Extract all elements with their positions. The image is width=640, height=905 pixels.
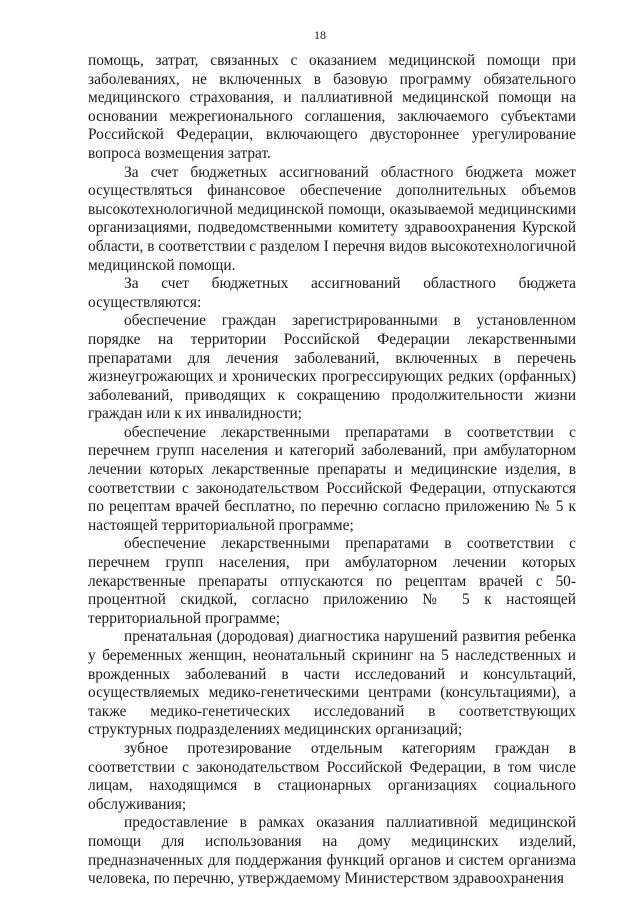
paragraph-3: За счет бюджетных ассигнований областного бюджета осуществляются: bbox=[88, 275, 576, 311]
paragraph-4: обеспечение граждан зарегистрированными в установленном порядке на территории Российской Федерации лекарственными препаратами для лечения заболеваний, включенных в перечень жизнеугрожающих и хронических прогрессирующих редких (орфанных) заболеваний, приводящих к сокращению продолжительности жизни граждан или к их инвалидности; bbox=[88, 312, 576, 423]
paragraph-2: За счет бюджетных ассигнований областного бюджета может осуществляться финансовое обеспечение дополнительных объемов высокотехнологичной медицинской помощи, оказываемой медицинскими организациями, подведомственными комитету здравоохранения Курской области, в соответствии с разделом I перечня видов высокотехнологичной медицинской помощи. bbox=[88, 163, 576, 274]
page-number: 18 bbox=[314, 28, 326, 42]
paragraph-8: зубное протезирование отдельным категориям граждан в соответствии с законодательством Российской Федерации, в том числе лицам, находящимся в стационарных организациях социального обслуживания; bbox=[88, 739, 576, 813]
paragraph-7: пренатальная (дородовая) диагностика нарушений развития ребенка у беременных женщин, неонатальный скрининг на 5 наследственных и врожденных заболеваний в части исследований и консультаций, осуществляемых медико-генетическими центрами (консультациями), а также медико-генетических исследований в соответствующих структурных подразделениях медицинских организаций; bbox=[88, 628, 576, 739]
paragraph-9: предоставление в рамках оказания паллиативной медицинской помощи для использования на дому медицинских изделий, предназначенных для поддержания функций органов и систем организма человека, по перечню, утверждаемому Министерством здравоохранения bbox=[88, 814, 576, 888]
paragraph-5: обеспечение лекарственными препаратами в соответствии с перечнем групп населения и категорий заболеваний, при амбулаторном лечении которых лекарственные препараты и медицинские изделия, в соответствии с законодательством Российской Федерации, отпускаются по рецептам врачей бесплатно, по перечню согласно приложению № 5 к настоящей территориальной программе; bbox=[88, 423, 576, 534]
paragraph-6: обеспечение лекарственными препаратами в соответствии с перечнем групп населения, при амбулаторном лечении которых лекарственные препараты отпускаются по рецептам врачей с 50-процентной скидкой, согласно приложению № 5 к настоящей территориальной программе; bbox=[88, 535, 576, 627]
paragraph-1: помощь, затрат, связанных с оказанием медицинской помощи при заболеваниях, не включенных в базовую программу обязательного медицинского страхования, и паллиативной медицинской помощи на основании межрегионального соглашения, заключаемого субъектами Российской Федерации, включающего двустороннее урегулирование вопроса возмещения затрат. bbox=[88, 52, 576, 162]
document-body bbox=[88, 52, 576, 889]
